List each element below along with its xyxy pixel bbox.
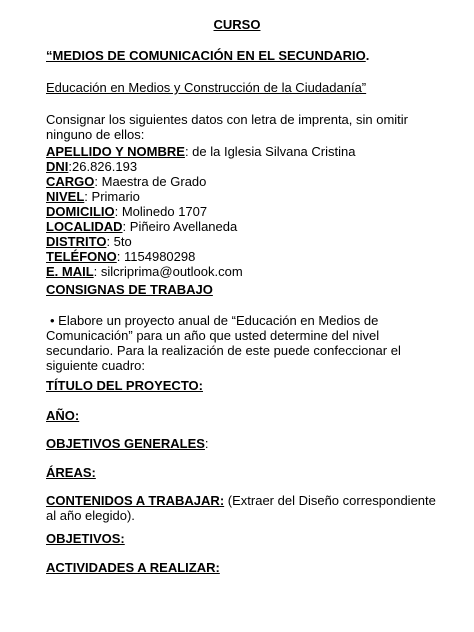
field-domicilio	[46, 204, 446, 219]
section-anio: AÑO:	[46, 408, 80, 423]
field-label: APELLIDO Y NOMBRE	[46, 144, 185, 159]
field-label: DISTRITO	[46, 234, 107, 249]
field-value: : Maestra de Grado	[94, 174, 207, 189]
field-label: E. MAIL	[46, 264, 94, 279]
field-label: LOCALIDAD	[46, 219, 123, 234]
field-dni	[46, 159, 446, 174]
section-actividades: ACTIVIDADES A REALIZAR:	[46, 560, 220, 575]
field-nivel	[46, 189, 446, 204]
section-contenidos-note: (Extraer del Diseño correspondiente al año elegido).	[46, 493, 436, 523]
field-distrito	[46, 234, 446, 249]
course-name-text: “MEDIOS DE COMUNICACIÓN EN EL SECUNDARIO	[46, 48, 366, 63]
document-title: CURSO	[213, 17, 261, 32]
section-areas: ÁREAS:	[46, 465, 96, 480]
personal-data-fields	[46, 144, 446, 279]
section-objetivos-generales-label: OBJETIVOS GENERALES	[46, 436, 205, 451]
field-label: NIVEL	[46, 189, 85, 204]
field-value: : Piñeiro Avellaneda	[122, 219, 238, 234]
instructions-text: Consignar los siguientes datos con letra de imprenta, sin omitir ninguno de ellos:	[46, 112, 409, 142]
field-label: DOMICILIO	[46, 204, 115, 219]
field-cargo	[46, 174, 446, 189]
section-contenidos	[46, 493, 446, 523]
field-value: : silcriprima@outlook.com	[93, 264, 243, 279]
field-label: CARGO	[46, 174, 95, 189]
course-name-period: .	[365, 48, 370, 63]
field-value: : 5to	[106, 234, 132, 249]
section-contenidos-label: CONTENIDOS A TRABAJAR:	[46, 493, 225, 508]
course-name	[46, 48, 446, 63]
field-label: TELÉFONO	[46, 249, 117, 264]
consigna-bullet	[46, 313, 446, 373]
section-objetivos-generales-colon: :	[204, 436, 209, 451]
field-value: : Molinedo 1707	[114, 204, 208, 219]
section-titulo: TÍTULO DEL PROYECTO:	[46, 378, 203, 393]
section-objetivos: OBJETIVOS:	[46, 531, 125, 546]
section-objetivos-generales	[46, 436, 446, 451]
field-label: DNI	[46, 159, 69, 174]
field-localidad	[46, 219, 446, 234]
field-value: : de la Iglesia Silvana Cristina	[184, 144, 356, 159]
field-telefono	[46, 249, 446, 264]
course-subtitle: Educación en Medios y Construcción de la Ciudadanía”	[46, 80, 367, 95]
field-email	[46, 264, 446, 279]
bullet-icon: •	[50, 313, 55, 328]
field-value: :26.826.193	[68, 159, 138, 174]
bullet-text: Elabore un proyecto anual de “Educación en Medios de Comunicación” para un año que usted determine del nivel secundario. Para la realización de este puede confeccionar el siguiente cuadro:	[46, 313, 401, 373]
consignas-heading: CONSIGNAS DE TRABAJO	[46, 282, 213, 297]
field-value: : Primario	[84, 189, 140, 204]
field-value: : 1154980298	[116, 249, 196, 264]
field-nombre	[46, 144, 446, 159]
